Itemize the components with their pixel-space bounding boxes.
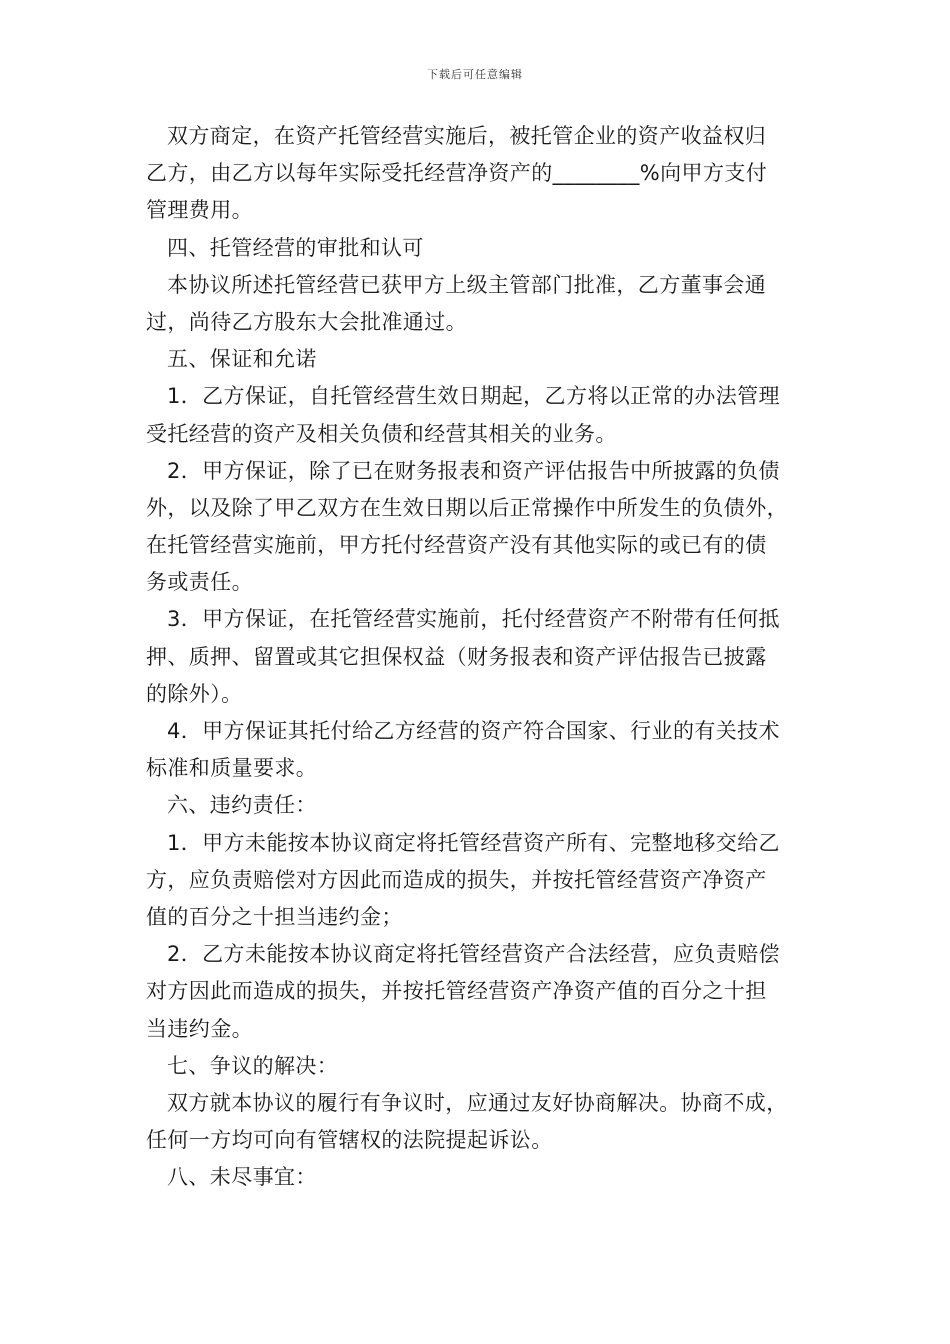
document-line: 对方因此而造成的损失，并按托管经营资产净资产值的百分之十担 [146,979,767,1004]
document-line: 管理费用。 [146,198,253,223]
document-line: 方，应负责赔偿对方因此而造成的损失，并按托管经营资产净资产 [146,867,767,892]
document-line: 双方就本协议的履行有争议时，应通过友好协商解决。协商不成， [167,1090,788,1115]
document-line: 外，以及除了甲乙双方在生效日期以后正常操作中所发生的负债外， [146,495,788,520]
document-line: 2．甲方保证，除了已在财务报表和资产评估报告中所披露的负债 [167,458,780,483]
document-line: 双方商定，在资产托管经营实施后，被托管企业的资产收益权归 [167,124,767,148]
page-header: 下载后可任意编辑 [427,68,523,81]
document-line: 四、托管经营的审批和认可 [167,235,424,260]
document-line: 值的百分之十担当违约金； [146,904,403,929]
document-line: 七、争议的解决： [167,1053,339,1078]
document-line: 任何一方均可向有管辖权的法院提起诉讼。 [146,1128,553,1153]
document-line: 的除外）。 [146,681,243,706]
document-line: 本协议所述托管经营已获甲方上级主管部门批准，乙方董事会通 [167,272,767,297]
document-line: 务或责任。 [146,570,253,595]
document-line: 受托经营的资产及相关负债和经营其相关的业务。 [146,421,617,446]
document-line: 六、违约责任： [167,793,317,818]
document-body [146,118,826,1196]
document-line: 当违约金。 [146,1016,253,1041]
document-line: 在托管经营实施前，甲方托付经营资产没有其他实际的或已有的债 [146,533,767,558]
document-line: 3．甲方保证，在托管经营实施前，托付经营资产不附带有任何抵 [167,607,780,632]
document-line: 4．甲方保证其托付给乙方经营的资产符合国家、行业的有关技术 [167,719,780,743]
document-line: 2．乙方未能按本协议商定将托管经营资产合法经营，应负责赔偿 [167,942,780,967]
document-line: 押、质押、留置或其它担保权益（财务报表和资产评估报告已披露 [146,644,767,669]
document-line: 乙方，由乙方以每年实际受托经营净资产的________%向甲方支付 [146,161,768,186]
document-line: 标准和质量要求。 [146,756,318,781]
document-line: 1．乙方保证，自托管经营生效日期起，乙方将以正常的办法管理 [167,384,780,409]
document-line: 五、保证和允诺 [167,347,317,372]
document-line: 过，尚待乙方股东大会批准通过。 [146,309,467,334]
document-line: 八、未尽事宜： [167,1165,317,1190]
document-line: 1．甲方未能按本协议商定将托管经营资产所有、完整地移交给乙 [167,830,780,855]
